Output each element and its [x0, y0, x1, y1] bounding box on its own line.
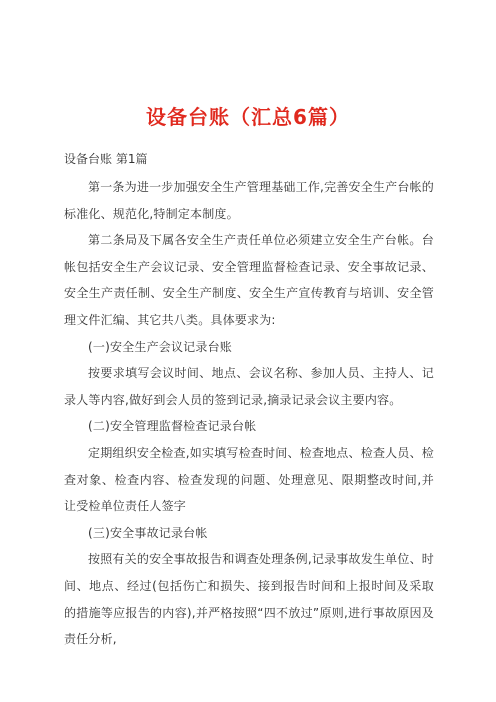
section-heading: (二)安全管理监督检查记录台帐: [88, 419, 257, 434]
paragraph: 按要求填写会议时间、地点、会议名称、参加人员、主持人、记录人等内容,做好到会人员的签到记录,摘录记录会议主要内容。: [64, 366, 434, 407]
paragraph: 第二条局及下属各安全生产责任单位必须建立安全生产台帐。台帐包括安全生产会议记录、安全管理监督检查记录、安全事故记录、安全生产责任制、安全生产制度、安全生产宣传教育与培训、安全管理文件汇编、其它共八类。具体要求为:: [64, 233, 434, 327]
section-heading: (三)安全事故记录台帐: [88, 525, 208, 540]
paragraph: 按照有关的安全事故报告和调查处理条例,记录事故发生单位、时间、地点、经过(包括伤亡和损失、接到报告时间和上报时间及采取的措施等应报告的内容),并严格按照“四不放过”原则,进行事故原因及责任分析,: [64, 552, 434, 647]
document-title: 设备台账（汇总6篇）: [146, 105, 350, 129]
document-body: [64, 174, 434, 653]
paragraph: 定期组织安全检查,如实填写检查时间、检查地点、检查人员、检查对象、检查内容、检查发现的问题、处理意见、限期整改时间,并让受检单位责任人签字: [64, 445, 434, 514]
paragraph: 第一条为进一步加强安全生产管理基础工作,完善安全生产台帐的标准化、规范化,特制定本制度。: [64, 180, 434, 221]
section-heading: (一)安全生产会议记录台账: [88, 339, 232, 354]
document-subtitle: 设备台账 第1篇: [64, 152, 148, 166]
